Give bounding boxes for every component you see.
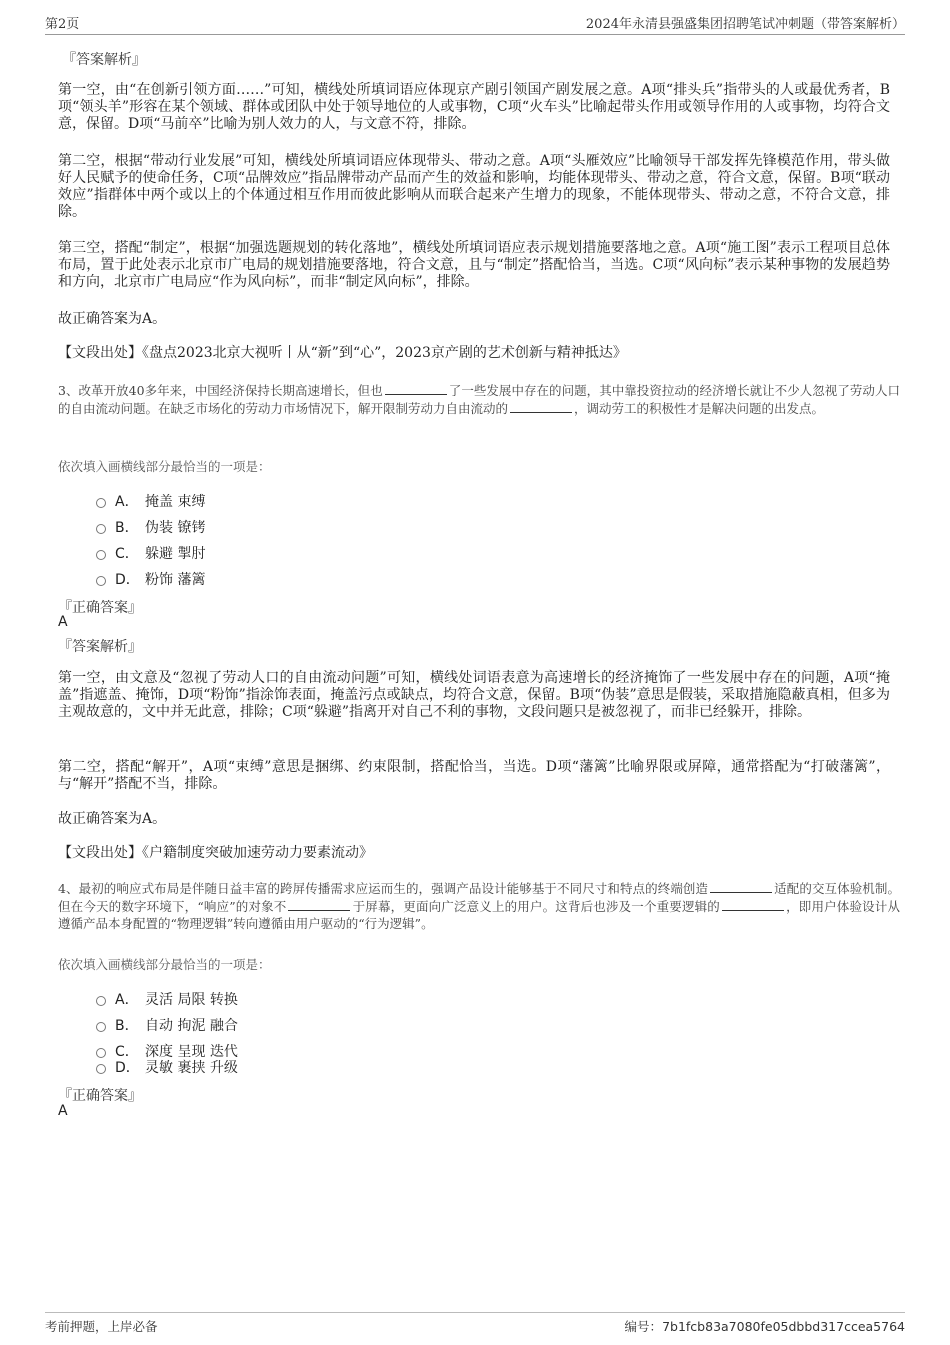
q4-stem-part-4: ，即用户体验设计从遵循产品本身配置的“物理逻辑”转向遵循由用户驱动的“行为逻辑”。 xyxy=(58,898,900,931)
q3-answer-label: 『正确答案』 xyxy=(58,600,142,616)
q3-blank-2 xyxy=(510,401,572,413)
footer-slogan: 考前押题，上岸必备 xyxy=(45,1319,158,1334)
document-title: 2024年永清县强盛集团招聘笔试冲刺题（带答案解析） xyxy=(585,17,905,32)
option-text: 躲避 掣肘 xyxy=(145,546,206,562)
q3-option-b[interactable] xyxy=(96,517,205,537)
footer-code-value: 7b1fcb83a7080fe05dbbd317ccea5764 xyxy=(662,1319,905,1334)
q4-blank-1 xyxy=(710,881,772,893)
q3-analysis-paragraph-2: 第二空，搭配“解开”，A项“束缚”意思是捆绑、约束限制，搭配恰当，当选。D项“藩篱”比喻界限或屏障，通常搭配为“打破藩篱”，与“解开”搭配不当，排除。 xyxy=(58,759,890,792)
q2-conclusion: 故正确答案为A。 xyxy=(58,311,167,327)
option-text: 灵敏 裹挟 升级 xyxy=(145,1060,238,1076)
option-text: 粉饰 藩篱 xyxy=(145,572,206,588)
q2-analysis-paragraph-3: 第三空，搭配“制定”，根据“加强选题规划的转化落地”，横线处所填词语应表示规划措施要落地之意。A项“施工图”表示工程项目总体布局，置于此处表示北京市广电局的规划措施要落地，符合文意，且与“制定”搭配恰当，当选。C项“风向标”表示某种事物的发展趋势和方向，北京市广电局应“作为风向标”，而非“制定风向标”，排除。 xyxy=(58,240,890,290)
q4-stem-part-1: 4、最初的响应式布局是伴随日益丰富的跨屏传播需求应运而生的，强调产品设计能够基于不同尺寸和特点的终端创造 xyxy=(58,881,709,896)
q4-blank-2 xyxy=(288,899,350,911)
footer-code-label: 编号： xyxy=(624,1319,663,1334)
page-number: 第2页 xyxy=(45,17,80,32)
q4-prompt: 依次填入画横线部分最恰当的一项是： xyxy=(58,957,271,972)
q4-answer: A xyxy=(58,1103,68,1119)
option-text: 深度 呈现 迭代 xyxy=(145,1044,238,1060)
q3-prompt: 依次填入画横线部分最恰当的一项是： xyxy=(58,459,271,474)
q3-analysis-label: 『答案解析』 xyxy=(58,639,142,655)
option-letter: D． xyxy=(115,1060,140,1076)
option-letter: A． xyxy=(115,494,139,510)
q3-stem-part-2: 了一些发展中存在的问题，其中靠投资拉动的经济增长就让不少人忽视了劳动人口的自由流动问题。在缺乏市场化的劳动力市场情况下，解开限制劳动力自由流动的 xyxy=(58,383,900,416)
q3-option-d[interactable] xyxy=(96,569,205,589)
q4-stem-part-2: 适配的交互体验机制。但在今天的数字环境下，“响应”的对象不 xyxy=(58,881,900,914)
q4-option-d[interactable] xyxy=(96,1057,238,1077)
option-letter: C． xyxy=(115,1044,139,1060)
q2-analysis-paragraph-1: 第一空，由“在创新引领方面……”可知，横线处所填词语应体现京产剧引领国产剧发展之意。A项“排头兵”指带头的人或最优秀者，B项“领头羊”形容在某个领域、群体或团队中处于领导地位的人或事物，C项“火车头”比喻起带头作用或领导作用的人或事物，均符合文意，保留。D项“马前卒”比喻为别人效力的人，与文意不符，排除。 xyxy=(58,82,890,132)
q4-answer-label: 『正确答案』 xyxy=(58,1088,142,1104)
option-letter: C． xyxy=(115,546,139,562)
radio-icon[interactable] xyxy=(96,1048,106,1058)
radio-icon[interactable] xyxy=(96,1064,106,1074)
q3-blank-1 xyxy=(385,383,447,395)
option-letter: B． xyxy=(115,520,139,536)
option-text: 自动 拘泥 融合 xyxy=(145,1018,238,1034)
option-letter: A． xyxy=(115,992,139,1008)
radio-icon[interactable] xyxy=(96,1022,106,1032)
q2-source: 【文段出处】《盘点2023北京大视听丨从“新”到“心”，2023京产剧的艺术创新与精神抵达》 xyxy=(58,345,627,361)
q3-stem xyxy=(58,382,900,417)
radio-icon[interactable] xyxy=(96,550,106,560)
q3-analysis-paragraph-1: 第一空，由文意及“忽视了劳动人口的自由流动问题”可知，横线处词语表意为高速增长的经济掩饰了一些发展中存在的问题，A项“掩盖”指遮盖、掩饰，D项“粉饰”指涂饰表面，掩盖污点或缺点，均符合文意，保留。B项“伪装”意思是假装，采取措施隐蔽真相，但多为主观故意的，文中并无此意，排除；C项“躲避”指离开对自己不利的事物，文段问题只是被忽视了，而非已经躲开，排除。 xyxy=(58,670,890,720)
page-footer xyxy=(45,1312,905,1335)
footer-code xyxy=(625,1317,905,1335)
q3-stem-part-1: 3、改革开放40多年来，中国经济保持长期高速增长，但也 xyxy=(58,383,383,398)
option-letter: B． xyxy=(115,1018,139,1034)
option-letter: D． xyxy=(115,572,140,588)
q3-option-a[interactable] xyxy=(96,491,205,511)
radio-icon[interactable] xyxy=(96,996,106,1006)
radio-icon[interactable] xyxy=(96,576,106,586)
q4-stem-part-3: 于屏幕，更面向广泛意义上的用户。这背后也涉及一个重要逻辑的 xyxy=(352,898,720,914)
page-header xyxy=(45,8,905,35)
q4-blank-3 xyxy=(722,899,784,911)
radio-icon[interactable] xyxy=(96,524,106,534)
q4-option-b[interactable] xyxy=(96,1015,238,1035)
q2-analysis-paragraph-2: 第二空，根据“带动行业发展”可知，横线处所填词语应体现带头、带动之意。A项“头雁效应”比喻领导干部发挥先锋模范作用，带头做好人民赋予的使命任务，C项“品牌效应”指品牌带动产品而产生的效益和影响，均能体现带头、带动之意，符合文意，保留。B项“联动效应”指群体中两个或以上的个体通过相互作用而彼此影响从而联合起来产生增力的现象，不能体现带头、带动之意，不符合文意，排除。 xyxy=(58,153,890,220)
q2-analysis-label: 『答案解析』 xyxy=(62,52,146,68)
q4-option-a[interactable] xyxy=(96,989,238,1009)
option-text: 掩盖 束缚 xyxy=(145,494,206,510)
q3-option-c[interactable] xyxy=(96,543,205,563)
radio-icon[interactable] xyxy=(96,498,106,508)
option-text: 灵活 局限 转换 xyxy=(145,992,238,1008)
q4-stem xyxy=(58,880,900,933)
q3-stem-part-3: ，调动劳工的积极性才是解决问题的出发点。 xyxy=(574,400,825,416)
q3-source: 【文段出处】《户籍制度突破加速劳动力要素流动》 xyxy=(58,845,373,861)
q3-answer: A xyxy=(58,614,68,630)
option-text: 伪装 镣铐 xyxy=(145,520,206,536)
q3-conclusion: 故正确答案为A。 xyxy=(58,811,167,827)
